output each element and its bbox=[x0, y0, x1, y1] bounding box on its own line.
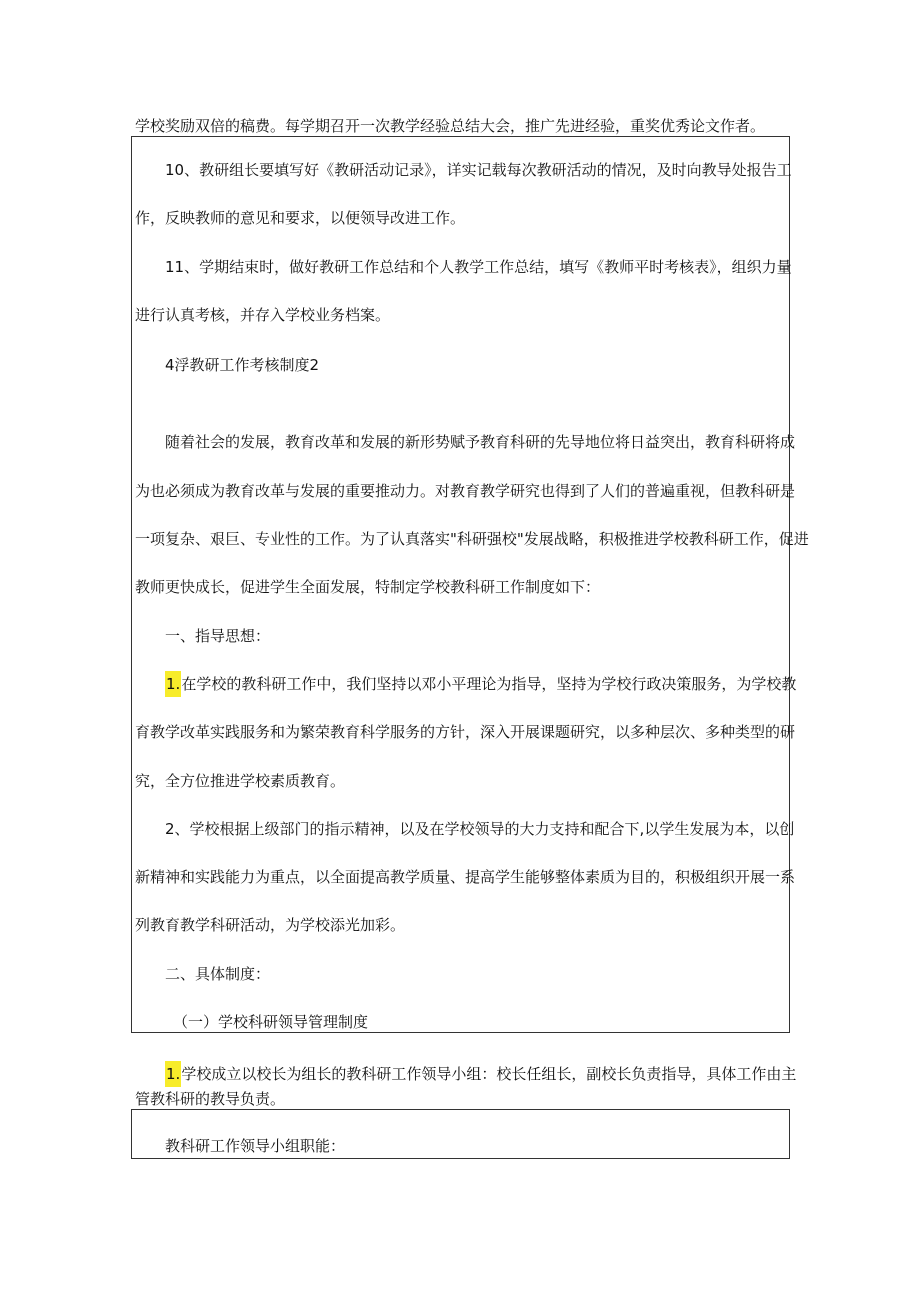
top-line: 学校奖励双倍的稿费。每学期召开一次教学经验总结大会，推广先进经验，重奖优秀论文作者。 bbox=[135, 117, 766, 135]
item-1-line-3: 究，全方位推进学校素质教育。 bbox=[135, 772, 346, 790]
intro-line-1: 随着社会的发展，教育改革和发展的新形势赋予教育科研的先导地位将日益突出，教育科研将成 bbox=[165, 433, 796, 451]
paragraph-10-line-1: 10、教研组长要填写好《教研活动记录》，详实记载每次教研活动的情况，及时向教导处报告工 bbox=[165, 161, 792, 179]
highlight-marker: 1. bbox=[165, 1061, 181, 1087]
intro-line-3: 一项复杂、艰巨、专业性的工作。为了认真落实"科研强校"发展战略，积极推进学校教科研工作，促进 bbox=[135, 530, 809, 548]
heading-specific-system: 二、具体制度： bbox=[165, 965, 271, 983]
item-2-line-1: 2、学校根据上级部门的指示精神，以及在学校领导的大力支持和配合下,以学生发展为本，以创 bbox=[165, 820, 795, 838]
group-functions-heading: 教科研工作领导小组职能： bbox=[165, 1137, 346, 1155]
section-title: 4浮教研工作考核制度2 bbox=[165, 356, 320, 374]
item-1-line-2: 育教学改革实践服务和为繁荣教育科学服务的方针，深入开展课题研究，以多种层次、多种类型的研 bbox=[135, 723, 796, 741]
paragraph-11-line-2: 进行认真考核，并存入学校业务档案。 bbox=[135, 306, 391, 324]
item-2-line-2: 新精神和实践能力为重点，以全面提高教学质量、提高学生能够整体素质为目的，积极组织开展一系 bbox=[135, 868, 796, 886]
paragraph-10-line-2: 作，反映教师的意见和要求，以便领导改进工作。 bbox=[135, 209, 466, 227]
item-1-line-1: 1.在学校的教科研工作中，我们坚持以邓小平理论为指导，坚持为学校行政决策服务，为学校教 bbox=[135, 674, 790, 694]
highlight-marker: 1. bbox=[165, 671, 181, 697]
item-2-line-3: 列教育教学科研活动，为学校添光加彩。 bbox=[135, 916, 406, 934]
intro-line-4: 教师更快成长，促进学生全面发展，特制定学校教科研工作制度如下： bbox=[135, 578, 601, 596]
heading-guiding-thought: 一、指导思想： bbox=[165, 627, 271, 645]
paragraph-11-line-1: 11、学期结束时，做好教研工作总结和个人教学工作总结，填写《教师平时考核表》，组织力量 bbox=[165, 258, 792, 276]
intro-line-2: 为也必须成为教育改革与发展的重要推动力。对教育教学研究也得到了人们的普遍重视，但教科研是 bbox=[135, 482, 796, 500]
subheading-leadership: （一）学校科研领导管理制度 bbox=[173, 1013, 369, 1031]
leadership-group-line-1: 1.学校成立以校长为组长的教科研工作领导小组：校长任组长，副校长负责指导，具体工作由主 bbox=[135, 1064, 790, 1084]
leadership-group-line-2: 管教科研的教导负责。 bbox=[135, 1090, 286, 1108]
